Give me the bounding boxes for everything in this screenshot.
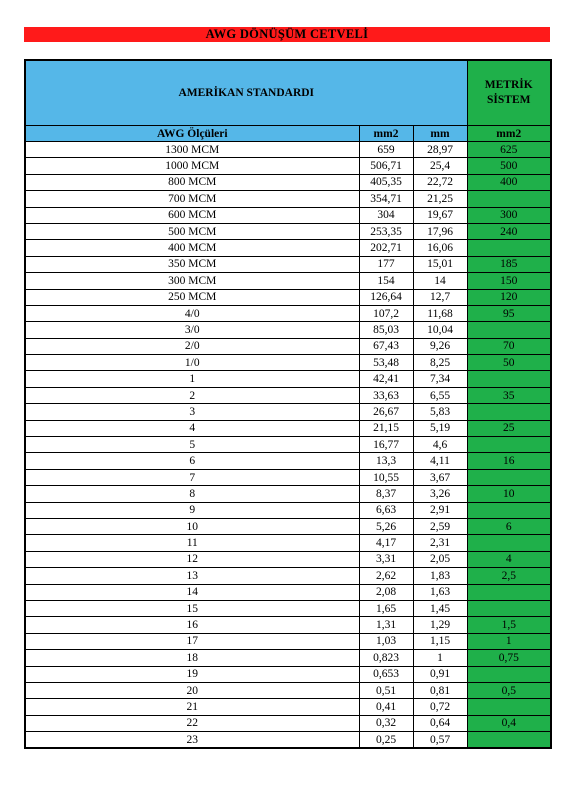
table-row: [25, 142, 551, 158]
metric-cell: [467, 404, 551, 420]
metric-cell: 300: [467, 207, 551, 223]
mm-cell: 5,19: [413, 420, 467, 436]
table-row: [25, 715, 551, 731]
mm-column-header: mm: [413, 126, 467, 142]
mm2-cell: 53,48: [359, 355, 413, 371]
metric-cell: 0,75: [467, 650, 551, 666]
awg-cell: 600 MCM: [25, 207, 359, 223]
table-row: [25, 420, 551, 436]
metric-cell: 25: [467, 420, 551, 436]
table-row: [25, 650, 551, 666]
metric-cell: 240: [467, 223, 551, 239]
mm-cell: 22,72: [413, 174, 467, 190]
awg-cell: 1/0: [25, 355, 359, 371]
table-row: [25, 682, 551, 698]
metric-system-header: [467, 60, 551, 126]
mm2-cell: 177: [359, 256, 413, 272]
mm2-cell: 0,41: [359, 699, 413, 715]
mm2-cell: 5,26: [359, 518, 413, 534]
mm2-cell: 2,62: [359, 568, 413, 584]
awg-cell: 13: [25, 568, 359, 584]
metric-cell: 6: [467, 518, 551, 534]
table-row: [25, 404, 551, 420]
mm2-cell: 0,25: [359, 732, 413, 749]
awg-cell: 8: [25, 486, 359, 502]
awg-cell: 2: [25, 387, 359, 403]
table-row: [25, 322, 551, 338]
mm-cell: 5,83: [413, 404, 467, 420]
metric-cell: 2,5: [467, 568, 551, 584]
mm2-cell: 354,71: [359, 191, 413, 207]
mm2-cell: 154: [359, 273, 413, 289]
awg-cell: 350 MCM: [25, 256, 359, 272]
mm-cell: 28,97: [413, 142, 467, 158]
mm2-column-header: mm2: [359, 126, 413, 142]
table-row: [25, 191, 551, 207]
mm-cell: 4,6: [413, 437, 467, 453]
awg-cell: 3/0: [25, 322, 359, 338]
table-row: [25, 338, 551, 354]
awg-cell: 15: [25, 600, 359, 616]
metric-cell: 70: [467, 338, 551, 354]
table-row: [25, 535, 551, 551]
mm2-cell: 1,31: [359, 617, 413, 633]
mm2-cell: 8,37: [359, 486, 413, 502]
mm-cell: 2,31: [413, 535, 467, 551]
metric-cell: 185: [467, 256, 551, 272]
table-row: [25, 502, 551, 518]
table-row: [25, 289, 551, 305]
awg-conversion-table: [24, 59, 552, 749]
awg-cell: 23: [25, 732, 359, 749]
awg-cell: 1: [25, 371, 359, 387]
mm-cell: 1,63: [413, 584, 467, 600]
table-column-header: [25, 126, 551, 142]
table-row: [25, 371, 551, 387]
awg-cell: 7: [25, 469, 359, 485]
mm-cell: 0,72: [413, 699, 467, 715]
metric-cell: [467, 535, 551, 551]
mm2-cell: 304: [359, 207, 413, 223]
metric-cell: [467, 240, 551, 256]
mm2-cell: 202,71: [359, 240, 413, 256]
mm2-cell: 0,823: [359, 650, 413, 666]
metric-cell: [467, 469, 551, 485]
mm-cell: 16,06: [413, 240, 467, 256]
metric-cell: 150: [467, 273, 551, 289]
metric-cell: 0,5: [467, 682, 551, 698]
mm2-cell: 107,2: [359, 305, 413, 321]
awg-cell: 6: [25, 453, 359, 469]
table-row: [25, 666, 551, 682]
table-row: [25, 486, 551, 502]
metric-cell: [467, 322, 551, 338]
metric-cell: 35: [467, 387, 551, 403]
awg-cell: 21: [25, 699, 359, 715]
awg-cell: 700 MCM: [25, 191, 359, 207]
metric-cell: 50: [467, 355, 551, 371]
awg-column-header: AWG Ölçüleri: [25, 126, 359, 142]
table-row: [25, 437, 551, 453]
table-body: [25, 142, 551, 749]
mm-cell: 8,25: [413, 355, 467, 371]
mm-cell: 21,25: [413, 191, 467, 207]
awg-cell: 1000 MCM: [25, 158, 359, 174]
metric-cell: 120: [467, 289, 551, 305]
mm2-cell: 405,35: [359, 174, 413, 190]
metric-cell: 1: [467, 633, 551, 649]
table-row: [25, 240, 551, 256]
mm2-cell: 10,55: [359, 469, 413, 485]
table-row: [25, 223, 551, 239]
mm2-cell: 3,31: [359, 551, 413, 567]
mm2-cell: 253,35: [359, 223, 413, 239]
awg-cell: 2/0: [25, 338, 359, 354]
mm-cell: 2,59: [413, 518, 467, 534]
table-row: [25, 617, 551, 633]
awg-cell: 9: [25, 502, 359, 518]
awg-cell: 3: [25, 404, 359, 420]
awg-cell: 20: [25, 682, 359, 698]
awg-cell: 400 MCM: [25, 240, 359, 256]
metric-cell: [467, 600, 551, 616]
page-title: AWG DÖNÜŞÜM CETVELİ: [24, 27, 550, 42]
metric-cell: [467, 584, 551, 600]
mm-cell: 15,01: [413, 256, 467, 272]
metric-cell: 16: [467, 453, 551, 469]
mm-cell: 2,91: [413, 502, 467, 518]
table-group-header: [25, 60, 551, 126]
metric-cell: 95: [467, 305, 551, 321]
mm2-cell: 659: [359, 142, 413, 158]
awg-cell: 17: [25, 633, 359, 649]
mm2-cell: 0,32: [359, 715, 413, 731]
awg-cell: 16: [25, 617, 359, 633]
table-row: [25, 256, 551, 272]
metric-cell: 400: [467, 174, 551, 190]
metric-cell: [467, 437, 551, 453]
awg-cell: 300 MCM: [25, 273, 359, 289]
mm2-cell: 506,71: [359, 158, 413, 174]
awg-cell: 800 MCM: [25, 174, 359, 190]
metric-cell: 1,5: [467, 617, 551, 633]
table-row: [25, 469, 551, 485]
metric-cell: [467, 502, 551, 518]
awg-cell: 1300 MCM: [25, 142, 359, 158]
awg-cell: 12: [25, 551, 359, 567]
mm-cell: 4,11: [413, 453, 467, 469]
mm2-cell: 13,3: [359, 453, 413, 469]
mm-cell: 9,26: [413, 338, 467, 354]
mm-cell: 1,15: [413, 633, 467, 649]
table-row: [25, 453, 551, 469]
metric-cell: [467, 191, 551, 207]
mm2-cell: 6,63: [359, 502, 413, 518]
mm-cell: 0,57: [413, 732, 467, 749]
metric-cell: [467, 371, 551, 387]
mm2-cell: 85,03: [359, 322, 413, 338]
mm2-cell: 4,17: [359, 535, 413, 551]
mm2-cell: 16,77: [359, 437, 413, 453]
awg-cell: 18: [25, 650, 359, 666]
mm-cell: 1,83: [413, 568, 467, 584]
mm-cell: 7,34: [413, 371, 467, 387]
awg-cell: 22: [25, 715, 359, 731]
mm-cell: 0,91: [413, 666, 467, 682]
table-row: [25, 584, 551, 600]
metric-cell: 500: [467, 158, 551, 174]
mm-cell: 3,26: [413, 486, 467, 502]
awg-cell: 4: [25, 420, 359, 436]
awg-cell: 5: [25, 437, 359, 453]
table-row: [25, 600, 551, 616]
mm2-cell: 0,51: [359, 682, 413, 698]
table-row: [25, 207, 551, 223]
metric-cell: 4: [467, 551, 551, 567]
table-row: [25, 273, 551, 289]
mm2-cell: 1,03: [359, 633, 413, 649]
table-row: [25, 633, 551, 649]
mm-cell: 10,04: [413, 322, 467, 338]
table-row: [25, 305, 551, 321]
metric-cell: [467, 699, 551, 715]
metric-cell: [467, 732, 551, 749]
mm-cell: 1,29: [413, 617, 467, 633]
table-row: [25, 732, 551, 749]
awg-cell: 19: [25, 666, 359, 682]
metric-header-line2: SİSTEM: [487, 94, 531, 106]
table-row: [25, 174, 551, 190]
table-row: [25, 699, 551, 715]
metric-mm2-column-header: mm2: [467, 126, 551, 142]
mm2-cell: 0,653: [359, 666, 413, 682]
awg-cell: 14: [25, 584, 359, 600]
awg-cell: 4/0: [25, 305, 359, 321]
mm-cell: 1,45: [413, 600, 467, 616]
mm-cell: 0,81: [413, 682, 467, 698]
mm-cell: 19,67: [413, 207, 467, 223]
mm-cell: 2,05: [413, 551, 467, 567]
mm-cell: 14: [413, 273, 467, 289]
table-row: [25, 568, 551, 584]
table-row: [25, 518, 551, 534]
mm2-cell: 67,43: [359, 338, 413, 354]
mm-cell: 1: [413, 650, 467, 666]
awg-cell: 10: [25, 518, 359, 534]
metric-cell: 0,4: [467, 715, 551, 731]
mm-cell: 11,68: [413, 305, 467, 321]
mm2-cell: 26,67: [359, 404, 413, 420]
metric-cell: 10: [467, 486, 551, 502]
mm-cell: 25,4: [413, 158, 467, 174]
mm-cell: 12,7: [413, 289, 467, 305]
mm2-cell: 126,64: [359, 289, 413, 305]
mm2-cell: 2,08: [359, 584, 413, 600]
mm-cell: 3,67: [413, 469, 467, 485]
awg-cell: 11: [25, 535, 359, 551]
mm2-cell: 33,63: [359, 387, 413, 403]
awg-cell: 500 MCM: [25, 223, 359, 239]
mm2-cell: 1,65: [359, 600, 413, 616]
mm2-cell: 42,41: [359, 371, 413, 387]
table-row: [25, 551, 551, 567]
mm-cell: 6,55: [413, 387, 467, 403]
table-row: [25, 158, 551, 174]
table-row: [25, 355, 551, 371]
american-standard-header: AMERİKAN STANDARDI: [25, 60, 467, 126]
mm-cell: 0,64: [413, 715, 467, 731]
metric-header-line1: METRİK: [484, 79, 533, 91]
metric-cell: 625: [467, 142, 551, 158]
metric-cell: [467, 666, 551, 682]
table-row: [25, 387, 551, 403]
awg-cell: 250 MCM: [25, 289, 359, 305]
mm-cell: 17,96: [413, 223, 467, 239]
mm2-cell: 21,15: [359, 420, 413, 436]
